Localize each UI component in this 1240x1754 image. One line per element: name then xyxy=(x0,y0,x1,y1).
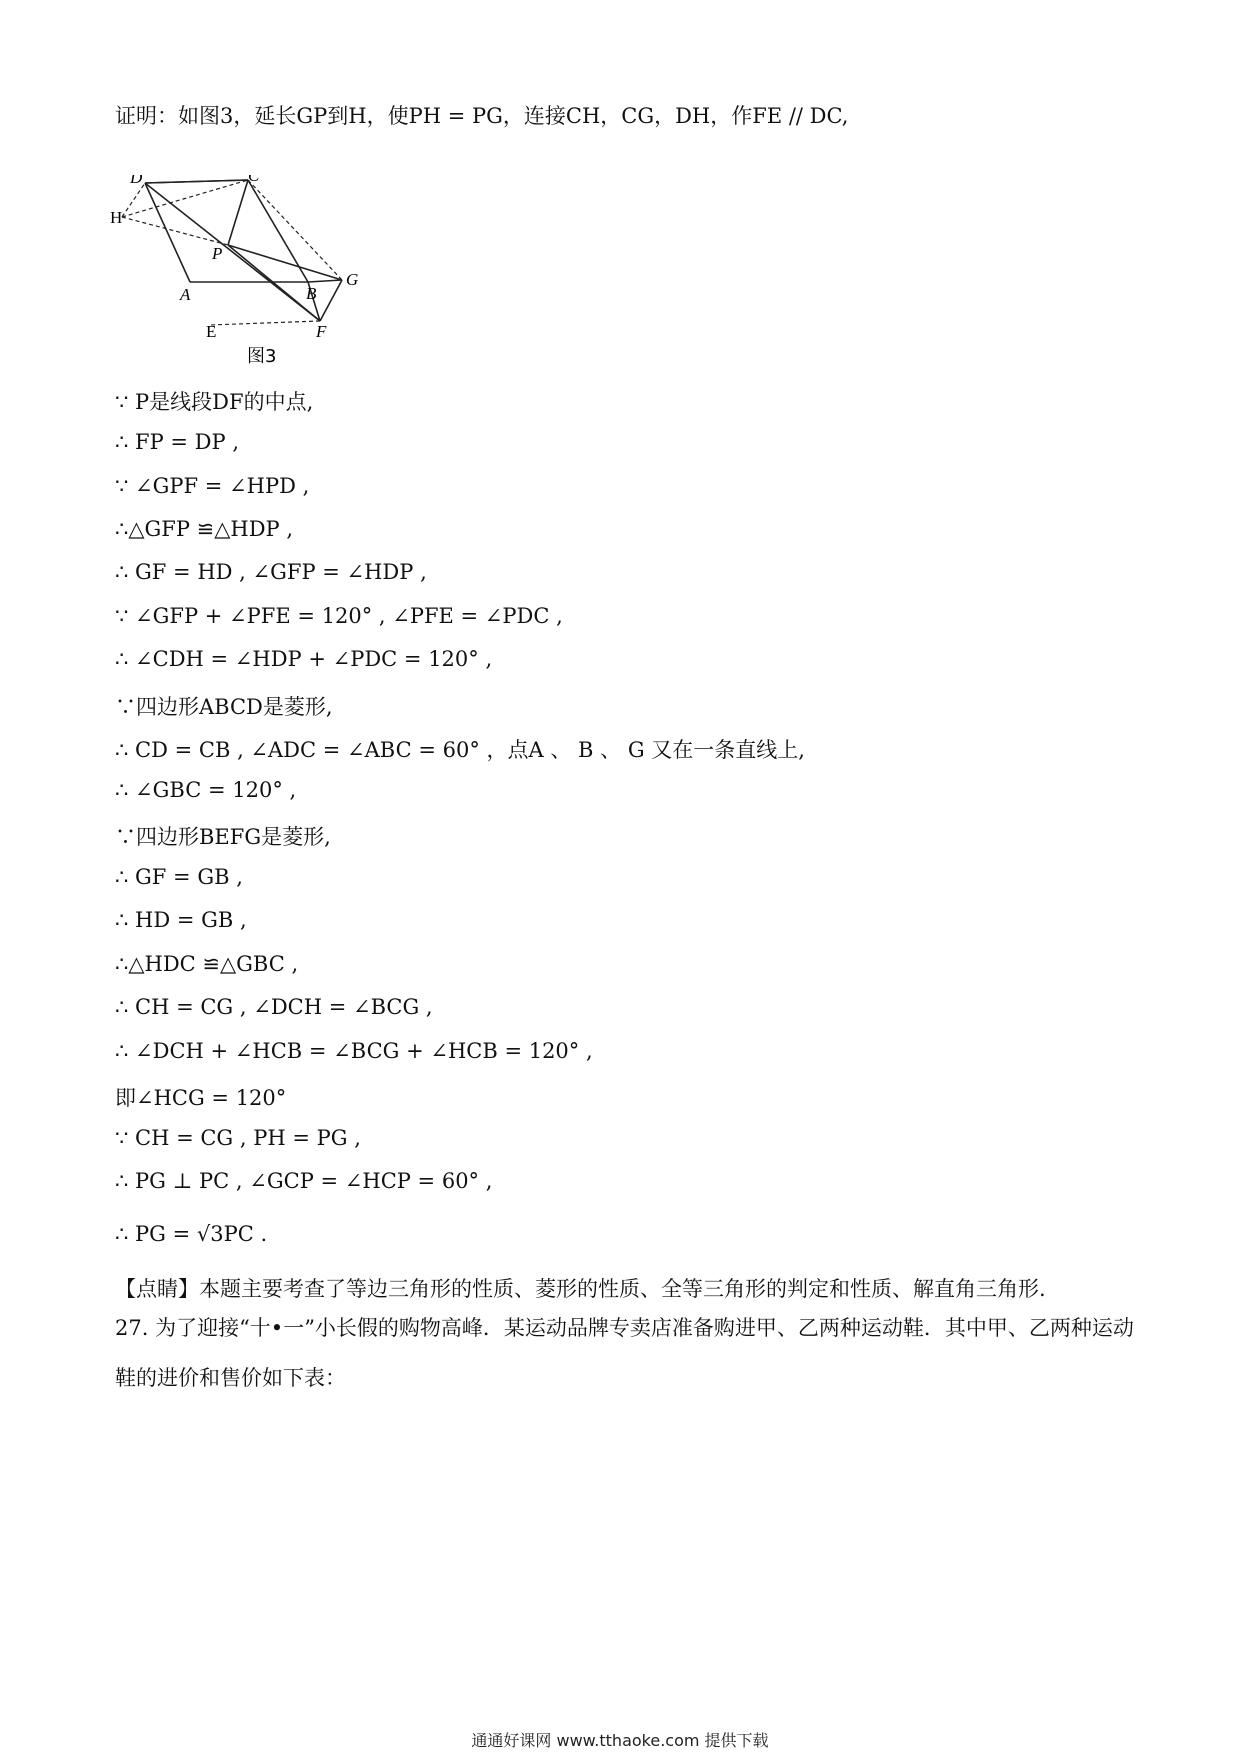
label-A: A xyxy=(180,285,191,304)
step-2: ∴ FP = DP , xyxy=(115,430,240,454)
step-7: ∴ ∠CDH = ∠HDP + ∠PDC = 120° , xyxy=(115,647,493,671)
geometry-figure xyxy=(110,175,410,410)
label-F: F xyxy=(316,322,327,341)
problem-27: 27. 为了迎接“十•一”小长假的购物高峰．某运动品牌专卖店准备购进甲、乙两种运动鞋．其中甲、乙两种运动鞋的进价和售价如下表： xyxy=(115,1316,1134,1390)
label-C: C xyxy=(248,175,260,185)
step-17: 即∠HCG = 120° xyxy=(115,1086,287,1110)
label-E: E xyxy=(206,322,217,341)
footer: 通通好课网 www.tthaoke.com 提供下载 xyxy=(471,1731,769,1750)
step-3: ∵ ∠GPF = ∠HPD , xyxy=(115,474,310,498)
step-11: ∵四边形BEFG是菱形, xyxy=(115,825,331,849)
comment: 【点睛】本题主要考查了等边三角形的性质、菱形的性质、全等三角形的判定和性质、解直角三角形. xyxy=(115,1277,1046,1301)
step-18: ∵ CH = CG , PH = PG , xyxy=(115,1126,361,1150)
proof-intro: 证明：如图3，延长GP到H，使PH = PG，连接CH，CG，DH，作FE // DC, xyxy=(115,104,849,128)
step-6: ∵ ∠GFP + ∠PFE = 120° , ∠PFE = ∠PDC , xyxy=(115,604,563,628)
figure-caption: 图3 xyxy=(247,346,277,367)
step-8: ∵四边形ABCD是菱形, xyxy=(115,695,333,719)
step-20: ∴ PG = √3PC . xyxy=(115,1222,268,1246)
label-B: B xyxy=(306,284,317,303)
label-G: G xyxy=(346,270,359,289)
step-19: ∴ PG ⊥ PC , ∠GCP = ∠HCP = 60° , xyxy=(115,1169,493,1193)
step-1: ∵ P是线段DF的中点, xyxy=(115,390,314,414)
step-13: ∴ HD = GB , xyxy=(115,908,247,932)
step-4: ∴△GFP ≌△HDP , xyxy=(115,517,294,541)
step-5: ∴ GF = HD , ∠GFP = ∠HDP , xyxy=(115,560,427,584)
step-14: ∴△HDC ≌△GBC , xyxy=(115,952,299,976)
step-16: ∴ ∠DCH + ∠HCB = ∠BCG + ∠HCB = 120° , xyxy=(115,1039,593,1063)
step-12: ∴ GF = GB , xyxy=(115,865,243,889)
label-P: P xyxy=(212,244,223,263)
step-9: ∴ CD = CB , ∠ADC = ∠ABC = 60° ，点A 、 B 、 G 又在一条直线上, xyxy=(115,738,805,762)
label-D: D xyxy=(130,175,143,187)
step-10: ∴ ∠GBC = 120° , xyxy=(115,778,297,802)
label-H: H xyxy=(110,208,123,227)
rhombus-diagram xyxy=(110,175,410,410)
step-15: ∴ CH = CG , ∠DCH = ∠BCG , xyxy=(115,995,433,1019)
